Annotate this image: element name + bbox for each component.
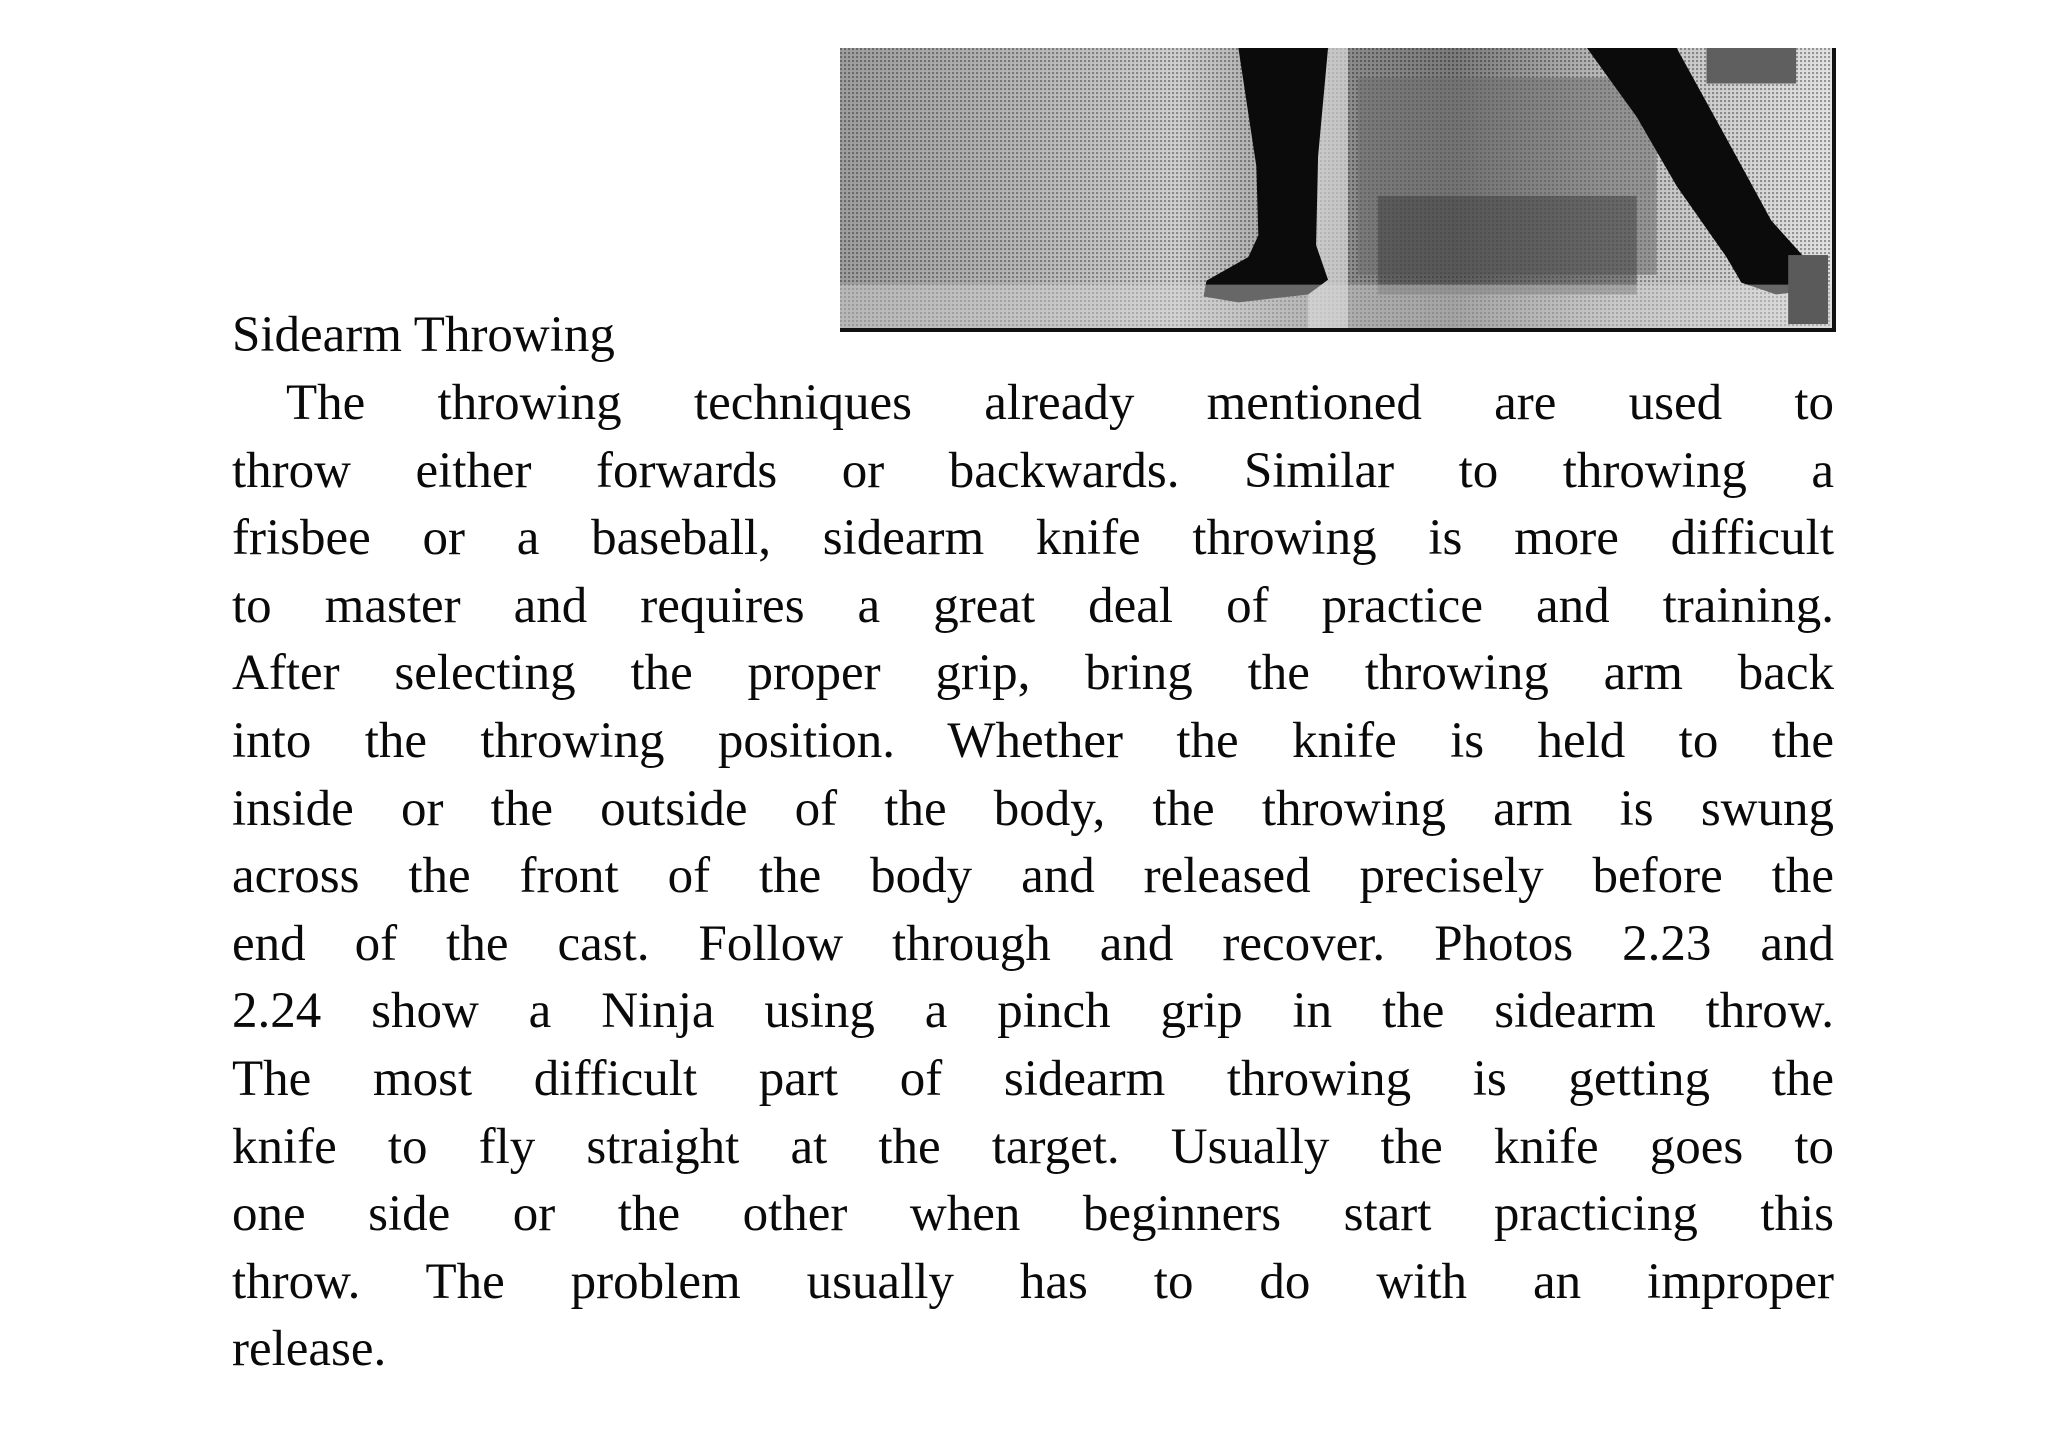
paragraph-line: The throwing techniques already mentioned are used to [286,375,1834,431]
paragraph-line: across the front of the body and released precisely before the [232,848,1834,905]
paragraph-line: 2.24 show a Ninja using a pinch grip in the sidearm throw. [232,983,1834,1040]
paragraph-line: throw. The problem usually has to do with an improper [232,1253,1834,1310]
photo-legs-icon [840,48,1832,328]
paragraph-line: inside or the outside of the body, the throwing arm is swung [232,780,1834,837]
paragraph-line: end of the cast. Follow through and recover. Photos 2.23 and [232,915,1834,972]
paragraph-line: knife to fly straight at the target. Usually the knife goes to [232,1118,1834,1175]
photo-fragment [840,48,1836,332]
paragraph-line: The most difficult part of sidearm throwing is getting the [232,1050,1834,1107]
paragraph-line: one side or the other when beginners start practicing this [232,1186,1834,1243]
body-paragraph [232,370,1834,1384]
paragraph-line: After selecting the proper grip, bring the throwing arm back [232,645,1834,702]
paragraph-line: frisbee or a baseball, sidearm knife throwing is more difficult [232,510,1834,567]
section-heading: Sidearm Throwing [232,307,615,363]
paragraph-line: throw either forwards or backwards. Similar to throwing a [232,442,1834,499]
paragraph-line: into the throwing position. Whether the knife is held to the [232,712,1834,769]
paragraph-line: release. [232,1321,387,1378]
paragraph-line: to master and requires a great deal of practice and training. [232,577,1834,634]
